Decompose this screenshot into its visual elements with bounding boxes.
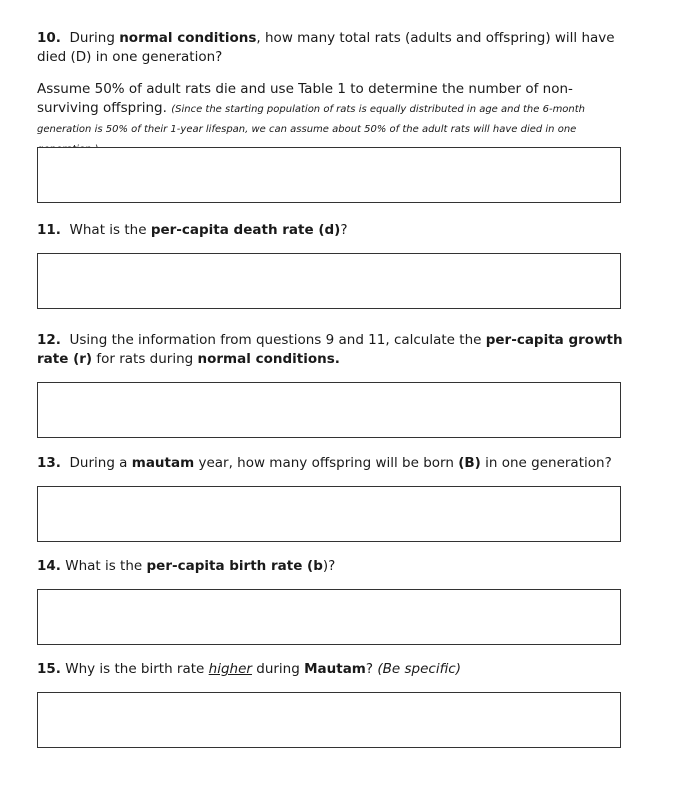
question-number: 11.: [37, 222, 61, 238]
answer-box-15[interactable]: [37, 692, 621, 748]
question-text: during: [251, 661, 305, 677]
question-text: year, how many offspring will be born: [194, 455, 459, 471]
underlined-word: higher: [208, 661, 252, 677]
question-text: What is the: [69, 222, 151, 238]
question-number: 14.: [37, 558, 61, 574]
answer-box-13[interactable]: [37, 486, 621, 542]
instruction-text: Assume 50% of adult rats die and use Table 1 to determine the number of non-surviving offspring.: [37, 81, 573, 116]
answer-box-10[interactable]: [37, 147, 621, 203]
emphasis: Mautam: [304, 661, 366, 677]
question-number: 10.: [37, 30, 61, 46]
question-14: [37, 557, 627, 576]
question-text: What is the: [65, 558, 147, 574]
answer-box-14[interactable]: [37, 589, 621, 645]
question-text: Using the information from questions 9 and 11, calculate the: [69, 332, 486, 348]
answer-box-12[interactable]: [37, 382, 621, 438]
question-text: in one generation?: [480, 455, 612, 471]
question-text: Why is the birth rate: [65, 661, 209, 677]
question-text: ?: [340, 222, 348, 238]
emphasis: normal conditions: [119, 30, 257, 46]
question-11: [37, 221, 627, 240]
question-12: [37, 331, 627, 369]
emphasis: (B): [458, 455, 481, 471]
question-text: During a: [69, 455, 132, 471]
emphasis: per-capita birth rate (b: [146, 558, 323, 574]
instruction-note: (Since the starting population of rats is equally distributed in age and the 6-month generation is 50% of their 1-year lifespan, we can assume about 50% of the adult rats will have died in one: [37, 104, 586, 135]
question-10: [37, 29, 627, 67]
instruction-note: (Be specific): [377, 661, 461, 677]
question-text: for rats during: [92, 351, 198, 367]
question-number: 13.: [37, 455, 61, 471]
question-text: , how many total rats (adults and offspring) will have died (D) in one generation?: [37, 30, 615, 65]
question-15: [37, 660, 627, 679]
question-text: During: [69, 30, 120, 46]
question-text: ?: [365, 661, 378, 677]
question-number: 12.: [37, 332, 61, 348]
answer-box-11[interactable]: [37, 253, 621, 309]
question-number: 15.: [37, 661, 61, 677]
question-text: )?: [322, 558, 336, 574]
emphasis: per-capita growth rate (r): [37, 332, 623, 367]
question-13: [37, 454, 627, 473]
emphasis: mautam: [131, 455, 195, 471]
emphasis: per-capita death rate (d): [150, 222, 341, 238]
emphasis: normal conditions.: [197, 351, 340, 367]
